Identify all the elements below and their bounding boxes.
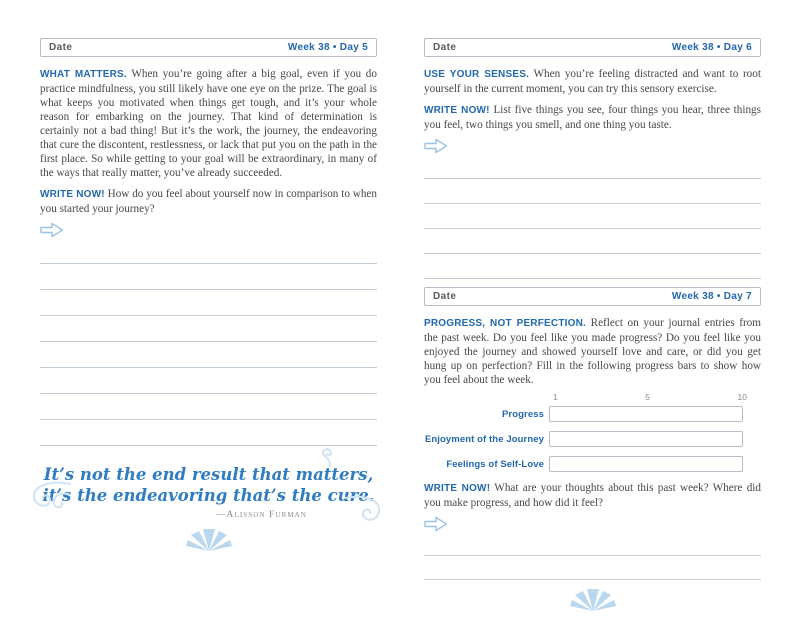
writing-line[interactable] [424, 154, 761, 179]
date-label: Date [433, 42, 457, 53]
day5-header [40, 38, 377, 57]
writing-line[interactable] [424, 229, 761, 254]
intro-paragraph [424, 316, 761, 387]
section-body: When you’re going after a big goal, even if you do practice mindfulness, you still likely have one eye on the prize. The goal is what keeps you motivated when things get tough, and it’s your whole reason for embarking on the journey. That kind of determination is certainly not a bad thing! But it’s the work, the journey, the endeavoring that cure the discontent, restlessness, or lack that put you on the path in the first place. So while getting to your goal will be extraordinary, in many of the ways that really matter, you’ve already succeeded. [40, 68, 377, 179]
writing-area [40, 238, 377, 446]
section-lead: USE YOUR SENSES. [424, 69, 530, 80]
writing-line[interactable] [424, 532, 761, 556]
write-now-paragraph [40, 187, 377, 216]
writing-line[interactable] [424, 254, 761, 279]
write-now-body: How do you feel about yourself now in comparison to when you started your journey? [40, 188, 377, 215]
week-day-label: Week 38 • Day 7 [671, 291, 752, 302]
progress-bar-label: Feelings of Self-Love [446, 458, 544, 470]
progress-bar-input[interactable] [549, 456, 743, 472]
section-lead: PROGRESS, NOT PERFECTION. [424, 318, 586, 329]
fan-ornament-icon [40, 528, 377, 557]
quote-block [40, 464, 377, 520]
quote-line: It’s not the end result that matters, [43, 465, 374, 484]
progress-bar-label: Enjoyment of the Journey [424, 433, 544, 445]
progress-bar-input[interactable] [549, 406, 743, 422]
arrow-icon [40, 222, 377, 238]
progress-bar-input[interactable] [549, 431, 743, 447]
day7-header [424, 287, 761, 306]
writing-area [424, 532, 761, 580]
write-now-body: What are your thoughts about this past week? Where did you make progress, and how did it feel? [424, 482, 761, 509]
day6-header [424, 38, 761, 57]
writing-line[interactable] [424, 204, 761, 229]
writing-line[interactable] [40, 368, 377, 394]
write-now-lead: WRITE NOW! [424, 483, 491, 494]
write-now-body: List five things you see, four things you hear, three things you feel, two things you smell, and one thing you taste. [424, 104, 762, 131]
writing-line[interactable] [424, 179, 761, 204]
page-day6-day7 [424, 38, 761, 617]
writing-area [424, 154, 761, 279]
writing-line[interactable] [40, 420, 377, 446]
fan-ornament-icon [424, 588, 761, 617]
writing-line[interactable] [40, 316, 377, 342]
writing-line[interactable] [40, 394, 377, 420]
week-day-label: Week 38 • Day 5 [287, 42, 368, 53]
scale-row [553, 392, 747, 402]
write-now-paragraph [424, 103, 761, 132]
writing-line[interactable] [40, 342, 377, 368]
page-day5 [40, 38, 377, 557]
progress-row [424, 431, 761, 447]
progress-bar-label: Progress [502, 408, 544, 420]
write-now-lead: WRITE NOW! [424, 105, 490, 116]
scale-min: 1 [553, 392, 558, 402]
writing-line[interactable] [40, 290, 377, 316]
date-label: Date [433, 291, 457, 302]
section-body: Reflect on your journal entries from the past week. Do you feel like you made progress? Do you feel like you enjoyed the journey and showed yourself love and care, or did you get hung up on perfection? Fill in the following progress bars to show how you feel about the week. [424, 317, 761, 386]
intro-paragraph [424, 67, 761, 96]
section-body: When you’re feeling distracted and want to root yourself in the current moment, you can try this sensory exercise. [424, 68, 761, 95]
week-day-label: Week 38 • Day 6 [671, 42, 752, 53]
intro-paragraph [40, 67, 377, 180]
progress-row [424, 406, 761, 422]
write-now-paragraph [424, 481, 761, 510]
writing-line[interactable] [424, 556, 761, 580]
arrow-icon [424, 516, 761, 532]
section-lead: WHAT MATTERS. [40, 69, 127, 80]
scale-max: 10 [737, 392, 747, 402]
write-now-lead: WRITE NOW! [40, 189, 105, 200]
writing-line[interactable] [40, 264, 377, 290]
date-label: Date [49, 42, 73, 53]
progress-row [424, 456, 761, 472]
writing-line[interactable] [40, 238, 377, 264]
quote-line: it’s the endeavoring that’s the cure. [42, 486, 375, 505]
quote-attribution: —Alisson Furman [215, 510, 307, 520]
scale-mid: 5 [645, 392, 650, 402]
arrow-icon [424, 138, 761, 154]
